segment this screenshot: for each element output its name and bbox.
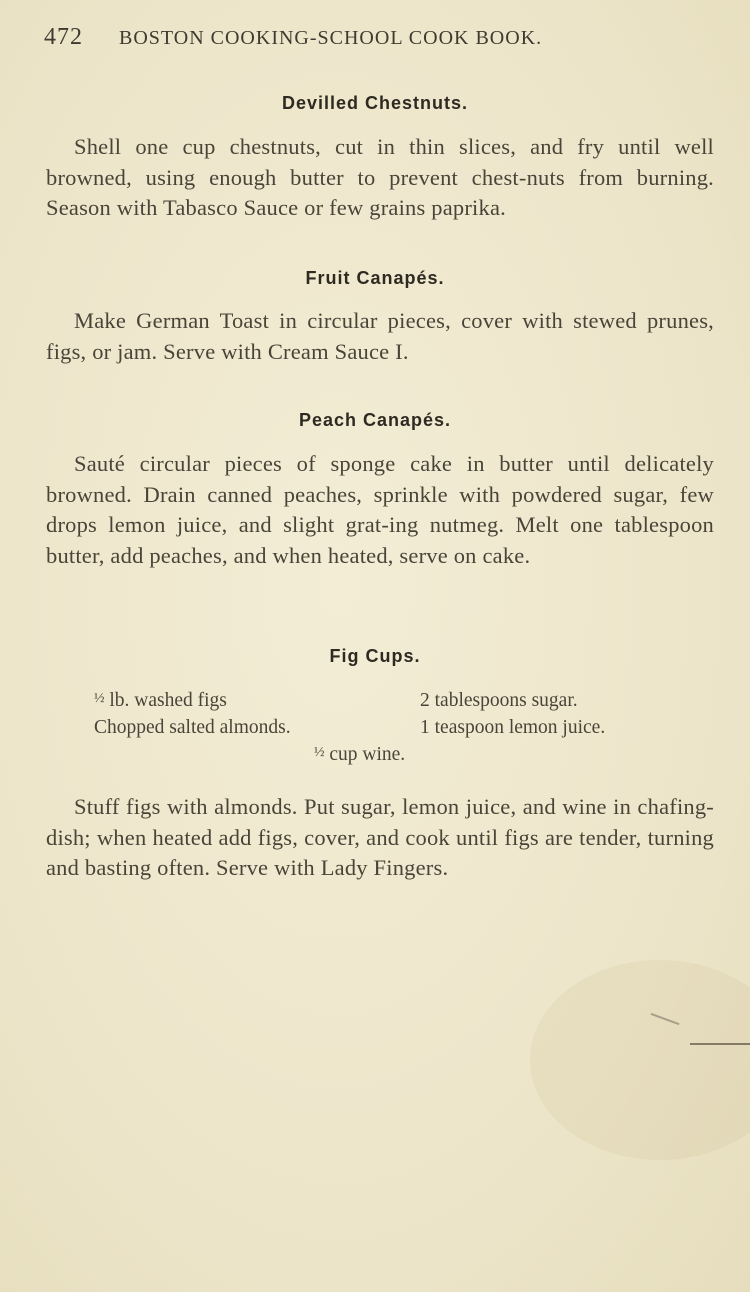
ingredient-fraction: ½ [314,745,325,760]
recipe-title: Fruit Canapés. [305,268,445,288]
page-number: 472 [44,24,83,50]
ingredient-text: Chopped salted almonds. [94,717,291,738]
recipe-paragraph: Stuff figs with almonds. Put sugar, lemon juice, and wine in chafing-dish; when heated add figs, cover, and cook until figs are tender, turning and basting often. Serve with Lady Fingers. [46,794,714,880]
ingredient-line [94,690,227,712]
recipe-paragraph: Sauté circular pieces of sponge cake in butter until delicately browned. Drain canned peaches, sprinkle with powdered sugar, few drops lemon juice, and slight grat-ing nutmeg. Melt one tablespoon butter, add peaches, and when heated, serve on cake. [46,451,714,568]
ingredient-line [420,717,605,739]
recipe-title: Devilled Chestnuts. [281,93,469,113]
ingredient-text: cup wine. [324,744,406,765]
page-crease-mark [651,1013,680,1025]
running-title: BOSTON COOKING-SCHOOL COOK BOOK. [119,27,543,49]
running-head [44,24,724,51]
recipe-title: Peach Canapés. [298,410,452,430]
recipe-paragraph: Shell one cup chestnuts, cut in thin slices, and fry until well browned, using enough butter to prevent chest-nuts from burning. Season with Tabasco Sauce or few grains paprika. [46,134,714,220]
page-crease-mark [690,1043,750,1045]
recipe-paragraph: Make German Toast in circular pieces, cover with stewed prunes, figs, or jam. Serve with Cream Sauce I. [46,308,714,364]
page-stain [530,960,750,1160]
ingredient-line [314,744,405,766]
ingredient-fraction: ½ [94,691,105,706]
ingredient-text: 1 teaspoon lemon juice. [420,717,606,738]
recipe-title: Fig Cups. [329,646,421,666]
ingredient-text: 2 tablespoons sugar. [420,690,578,711]
ingredient-line [94,717,291,739]
ingredient-text: lb. washed figs [104,690,227,711]
ingredient-line [420,690,578,712]
